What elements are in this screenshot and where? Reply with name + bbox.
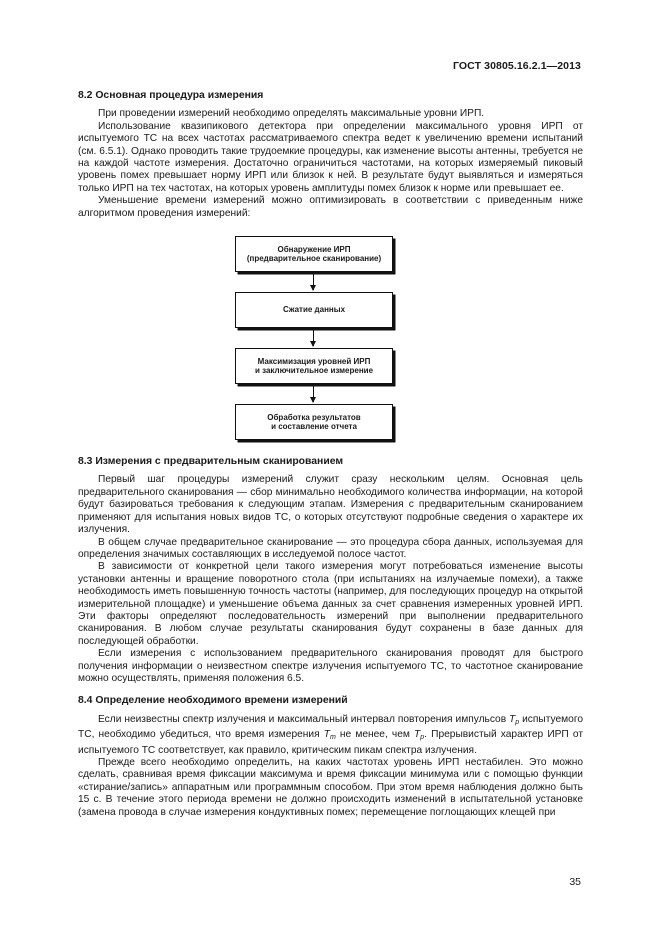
paragraph: Прежде всего необходимо определить, на каких частотах уровень ИРП нестабилен. Это можно сделать, сравнивая время фиксации максимума и время фиксации минимума или с помощью функции «стирание/запись» аппаратным или программным способом. При этом время наблюдения должно быть 15 с. В течение этого периода времени не должно происходить изменений в испытательной установке (замена провода в случае измерения кондуктивных помех; перемещение поглощающих клещей при (78, 757, 583, 818)
paragraph: Использование квазипикового детектора при определении максимального уровня ИРП от испытуемого ТС на всех частотах рассматриваемого спектра ведет к увеличению времени испытаний (см. 6.5.1). Однако проводить такие трудоемкие процедуры, как изменение высоты антенны, требуется не на каждой частоте измерения. Достаточно ограничиться частотами, на которых измеряемый пиковый уровень помех превышает норму ИРП или близок к ней. В результате будут выявляться и измеряться только ИРП на тех частотах, на которых уровень амплитуды помех близок к норме или превышает ее. (78, 120, 583, 194)
variable: T (323, 729, 330, 741)
subscript: m (329, 734, 336, 742)
page-body (78, 90, 583, 819)
paragraph: Если измерения с использованием предварительного сканирования проводят для быстрого получения информации о неизвестном спектре излучения испытуемого ТС, то частотное сканирование можно осуществлять, применяя положения 6.5. (78, 648, 583, 684)
paragraph: При проведении измерений необходимо определять максимальные уровни ИРП. (98, 108, 485, 120)
paragraph: В зависимости от конкретной цели такого измерения могут потребоваться изменение высоты установки антенны и вращение поворотного стола (при испытаниях на излучаемые помехи), а также необходимость иметь повышенную точность частоты (например, для последующих процедур на открытой измерительной площадке) и уменьшение объема данных за счет сравнения измеренных уровней ИРП. Эти факторы определяют последовательность измерений при выполнении предварительного сканирования. В любом случае результаты сканирования будут сохранены в базе данных для последующей обработки. (78, 561, 583, 647)
text-run: испытуемого ТС, необходимо убедиться, что время измерения (78, 713, 583, 741)
subscript: p (420, 734, 425, 742)
paragraph: Уменьшение времени измерений можно оптимизировать в соответствии с приведенным ниже алгоритмом проведения измерений: (78, 195, 583, 219)
flowchart-step-compression (235, 292, 393, 328)
subscript: p (515, 718, 520, 726)
flowchart (235, 236, 395, 446)
step-label: Сжатие данных (282, 305, 346, 315)
flowchart-step-detection (235, 236, 393, 272)
arrow-down-icon (313, 330, 314, 346)
step-label: (предварительное сканирование) (246, 254, 382, 264)
section-title: 8.4 Определение необходимого времени измерений (78, 695, 348, 707)
variable: T (509, 713, 516, 725)
flowchart-step-processing (235, 404, 393, 440)
step-label: Обнаружение ИРП (277, 244, 351, 254)
section-title: 8.2 Основная процедура измерения (78, 90, 264, 101)
paragraph: В общем случае предварительное сканирование — это процедура сбора данных, используемая для определения значимых составляющих в исследуемой полосе частот. (78, 536, 583, 560)
arrow-down-icon (313, 386, 314, 402)
step-label: и заключительное измерение (254, 366, 374, 376)
flowchart-step-maximization (235, 348, 393, 384)
section-8-2 (78, 90, 583, 220)
text-run: . Прерывистый характер ИРП от испытуемого ТС соответствует, как правило, критическим пикам спектра излучения. (78, 729, 583, 756)
section-8-3 (78, 456, 583, 685)
step-label: Обработка результатов (267, 412, 361, 422)
paragraph (78, 714, 583, 757)
section-8-4 (78, 695, 583, 819)
text-run: Если неизвестны спектр излучения и максимальный интервал повторения импульсов (98, 713, 510, 725)
step-label: и составление отчета (271, 422, 357, 432)
document-code: ГОСТ 30805.16.2.1—2013 (453, 60, 581, 72)
page-number: 35 (569, 876, 581, 888)
text-run: не менее, чем (335, 729, 415, 741)
arrow-down-icon (313, 274, 314, 290)
step-label: Максимизация уровней ИРП (257, 356, 371, 366)
paragraph: Первый шаг процедуры измерений служит сразу нескольким целям. Основная цель предварительного сканирования — сбор минимально необходимого количества информации, на которой будут базироваться требования к следующим этапам. Измерения с предварительным сканированием применяют для испытания новых видов ТС, о которых отсутствуют подробные сведения о характере их излучения. (78, 474, 583, 536)
section-title: 8.3 Измерения с предварительным сканированием (78, 456, 344, 468)
variable: T (414, 729, 421, 741)
